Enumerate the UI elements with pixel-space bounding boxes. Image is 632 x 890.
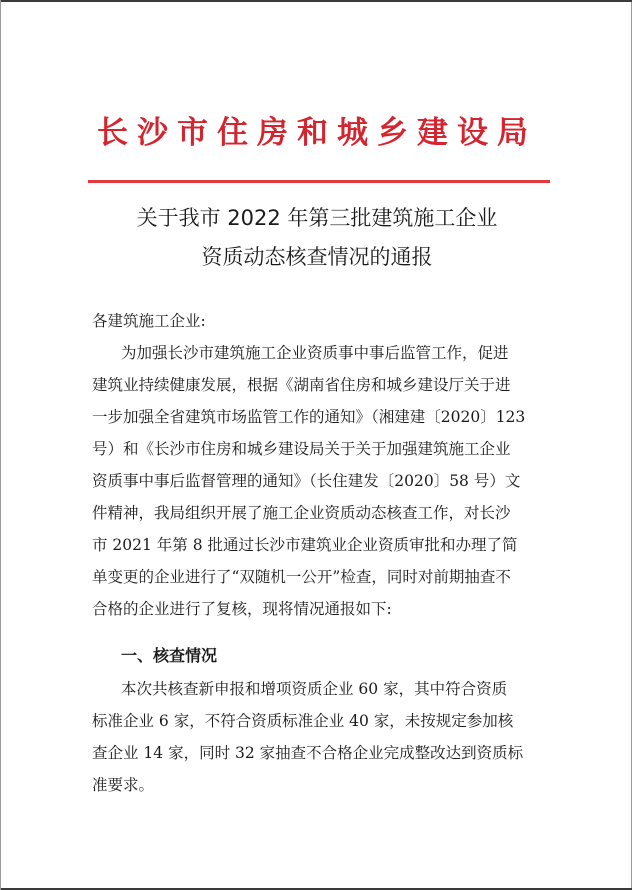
paragraph-line: 件精神，我局组织开展了施工企业资质动态核查工作，对长沙 <box>92 504 511 522</box>
paragraph-line: 资质事中事后监督管理的通知》（长住建发〔2020〕58 号）文 <box>92 472 521 490</box>
paragraph-line: 本次共核查新申报和增项资质企业 60 家，其中符合资质 <box>121 680 508 698</box>
section-heading: 一、核查情况 <box>121 646 218 665</box>
paragraph-line: 单变更的企业进行了“双随机一公开”检查，同时对前期抽查不 <box>92 568 511 586</box>
paragraph-line: 准要求。 <box>92 776 155 794</box>
paragraph-line: 号）和《长沙市住房和城乡建设局关于关于加强建筑施工企业 <box>92 440 511 458</box>
paragraph-line: 合格的企业进行了复核，现将情况通报如下: <box>92 600 392 618</box>
paragraph-line: 市 2021 年第 8 批通过长沙市建筑业企业资质审批和办理了简 <box>92 536 518 554</box>
paragraph-line: 为加强长沙市建筑施工企业资质事中事后监管工作，促进 <box>121 344 509 362</box>
paragraph-line: 查企业 14 家，同时 32 家抽查不合格企业完成整改达到资质标 <box>92 744 524 762</box>
organization-header: 长沙市住房和城乡建设局 <box>97 115 537 151</box>
document-title-line-1: 关于我市 2022 年第三批建筑施工企业 <box>136 206 498 230</box>
scan-top-edge <box>1 0 632 2</box>
document-title-line-2: 资质动态核查情况的通报 <box>201 245 433 269</box>
red-divider-line <box>88 180 550 183</box>
salutation: 各建筑施工企业: <box>92 312 206 330</box>
paragraph-line: 标准企业 6 家，不符合资质标准企业 40 家，未按规定参加核 <box>92 712 514 730</box>
paragraph-line: 建筑业持续健康发展，根据《湖南省住房和城乡建设厅关于进 <box>92 376 511 394</box>
paragraph-line: 一步加强全省建筑市场监管工作的通知》（湘建建〔2020〕123 <box>92 408 526 426</box>
